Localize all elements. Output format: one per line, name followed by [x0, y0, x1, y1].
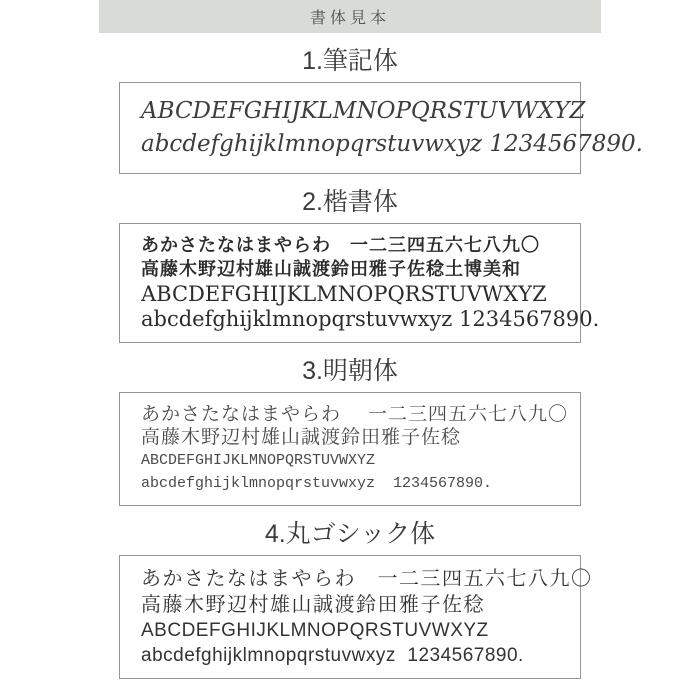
section-script	[0, 46, 700, 174]
sample-box-mincho	[119, 392, 581, 506]
sample-line-kana-numerals: あかさたなはまやらわ 一二三四五六七八九〇	[141, 235, 540, 256]
section-maru-gothic	[0, 519, 700, 679]
sample-line-kanji: 高藤木野辺村雄山誠渡鈴田雅子佐稔	[141, 594, 485, 616]
sample-line-kana-numerals: あかさたなはまやらわ 一二三四五六七八九〇	[141, 568, 593, 590]
sample-box-script	[119, 82, 643, 174]
sample-line-lowercase-numbers: abcdefghijklmnopqrstuvwxyz 1234567890.	[141, 475, 493, 492]
section-title-kaisho: 2.楷書体	[302, 188, 398, 216]
sample-line-uppercase: ABCDEFGHIJKLMNOPQRSTUVWXYZ	[141, 282, 547, 306]
sample-line-uppercase: ABCDEFGHIJKLMNOPQRSTUVWXYZ	[141, 620, 489, 641]
sample-line-lowercase-numbers: abcdefghijklmnopqrstuvwxyz 1234567890.	[141, 131, 643, 157]
section-title-maru-gothic: 4.丸ゴシック体	[264, 520, 436, 548]
section-kaisho	[0, 187, 700, 343]
sample-box-kaisho	[119, 223, 600, 343]
header-bar	[99, 0, 601, 33]
sample-line-lowercase-numbers: abcdefghijklmnopqrstuvwxyz 1234567890.	[141, 645, 524, 666]
section-title-script: 1.筆記体	[302, 47, 398, 75]
section-mincho	[0, 356, 700, 506]
sample-line-lowercase-numbers: abcdefghijklmnopqrstuvwxyz 1234567890.	[141, 307, 600, 331]
sample-line-uppercase: ABCDEFGHIJKLMNOPQRSTUVWXYZ	[141, 98, 586, 124]
page-title: 書体見本	[309, 10, 390, 27]
sample-line-kana-numerals: あかさたなはまやらわ 一二三四五六七八九〇	[141, 403, 569, 425]
sample-line-kanji: 高藤木野辺村雄山誠渡鈴田雅子佐稔土博美和	[141, 259, 521, 280]
section-title-mincho: 3.明朝体	[302, 357, 398, 385]
sample-line-uppercase: ABCDEFGHIJKLMNOPQRSTUVWXYZ	[141, 452, 376, 469]
sample-line-kanji: 高藤木野辺村雄山誠渡鈴田雅子佐稔	[141, 426, 462, 448]
sample-box-maru-gothic	[119, 555, 593, 679]
